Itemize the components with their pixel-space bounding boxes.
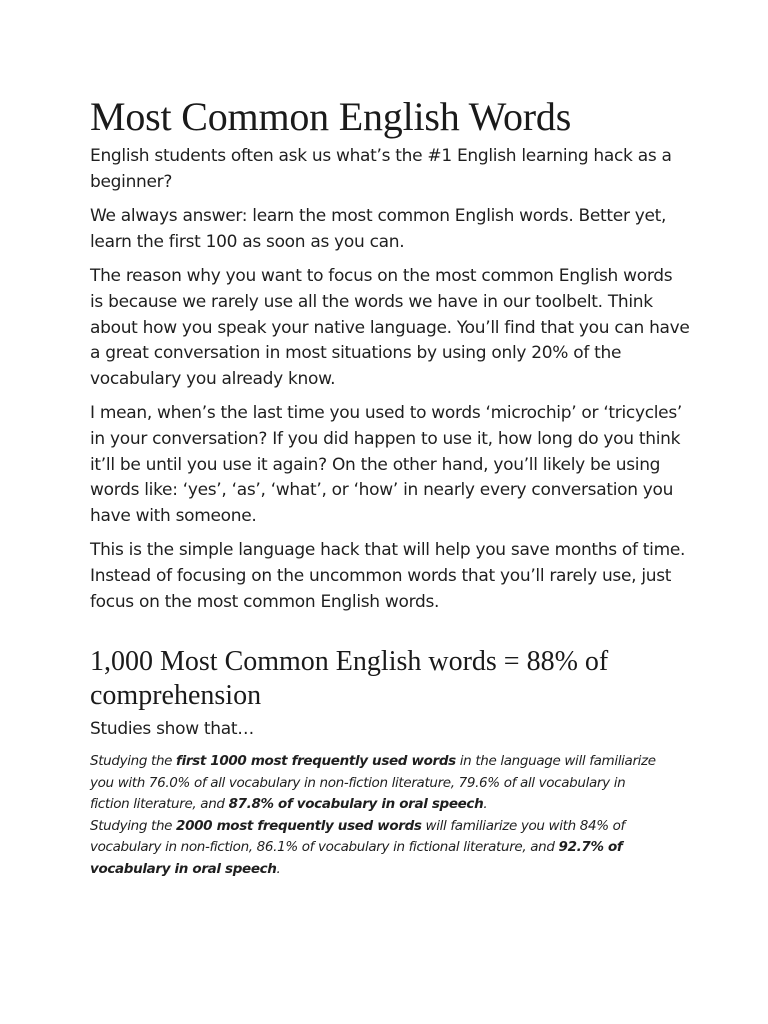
study-quote-2000 bbox=[90, 816, 660, 881]
intro-paragraph: English students often ask us what’s the #1 English learning hack as a beginner? bbox=[90, 146, 672, 192]
quote-text: Studying the bbox=[90, 817, 177, 834]
hack-paragraph: This is the simple language hack that will help you save months of time. Instead of focusing on the uncommon words that you’ll rarely use, just focus on the most common English words. bbox=[90, 540, 686, 612]
section-lead: Studies show that… bbox=[90, 719, 254, 740]
article bbox=[90, 92, 690, 880]
answer-paragraph: We always answer: learn the most common English words. Better yet, learn the first 100 as soon as you can. bbox=[90, 206, 667, 252]
quote-text: Studying the bbox=[90, 753, 177, 770]
quote-text: will familiarize you with 84% of vocabulary in non-fiction, 86.1% of vocabulary in fictional literature, and bbox=[90, 817, 625, 856]
quote-emphasis: 2000 most frequently used words bbox=[176, 817, 422, 834]
quote-emphasis: 92.7% of vocabulary in oral speech bbox=[90, 839, 623, 877]
quote-text: . bbox=[276, 860, 281, 877]
section-heading: 1,000 Most Common English words = 88% of comprehension bbox=[90, 646, 609, 712]
page-title: Most Common English Words bbox=[90, 94, 572, 139]
quote-text: . bbox=[483, 796, 488, 813]
study-quote-1000 bbox=[90, 751, 660, 816]
quote-emphasis: first 1000 most frequently used words bbox=[176, 753, 456, 770]
reason-paragraph: The reason why you want to focus on the most common English words is because we rarely use all the words we have in our toolbelt. Think about how you speak your native language. You’ll find that you can have a great conversation in most situations by using only 20% of the vocabulary you already know. bbox=[90, 266, 690, 389]
quote-text: in the language will familiarize you with 76.0% of all vocabulary in non-fiction literature, 79.6% of all vocabulary in fiction literature, and bbox=[90, 753, 656, 813]
example-paragraph: I mean, when’s the last time you used to words ‘microchip’ or ‘tricycles’ in your conversation? If you did happen to use it, how long do you think it’ll be until you use it again? On the other hand, you’ll likely be using words like: ‘yes’, ‘as’, ‘what’, or ‘how’ in nearly every conversation you have with someone. bbox=[90, 403, 683, 526]
quote-emphasis: 87.8% of vocabulary in oral speech bbox=[228, 796, 484, 813]
